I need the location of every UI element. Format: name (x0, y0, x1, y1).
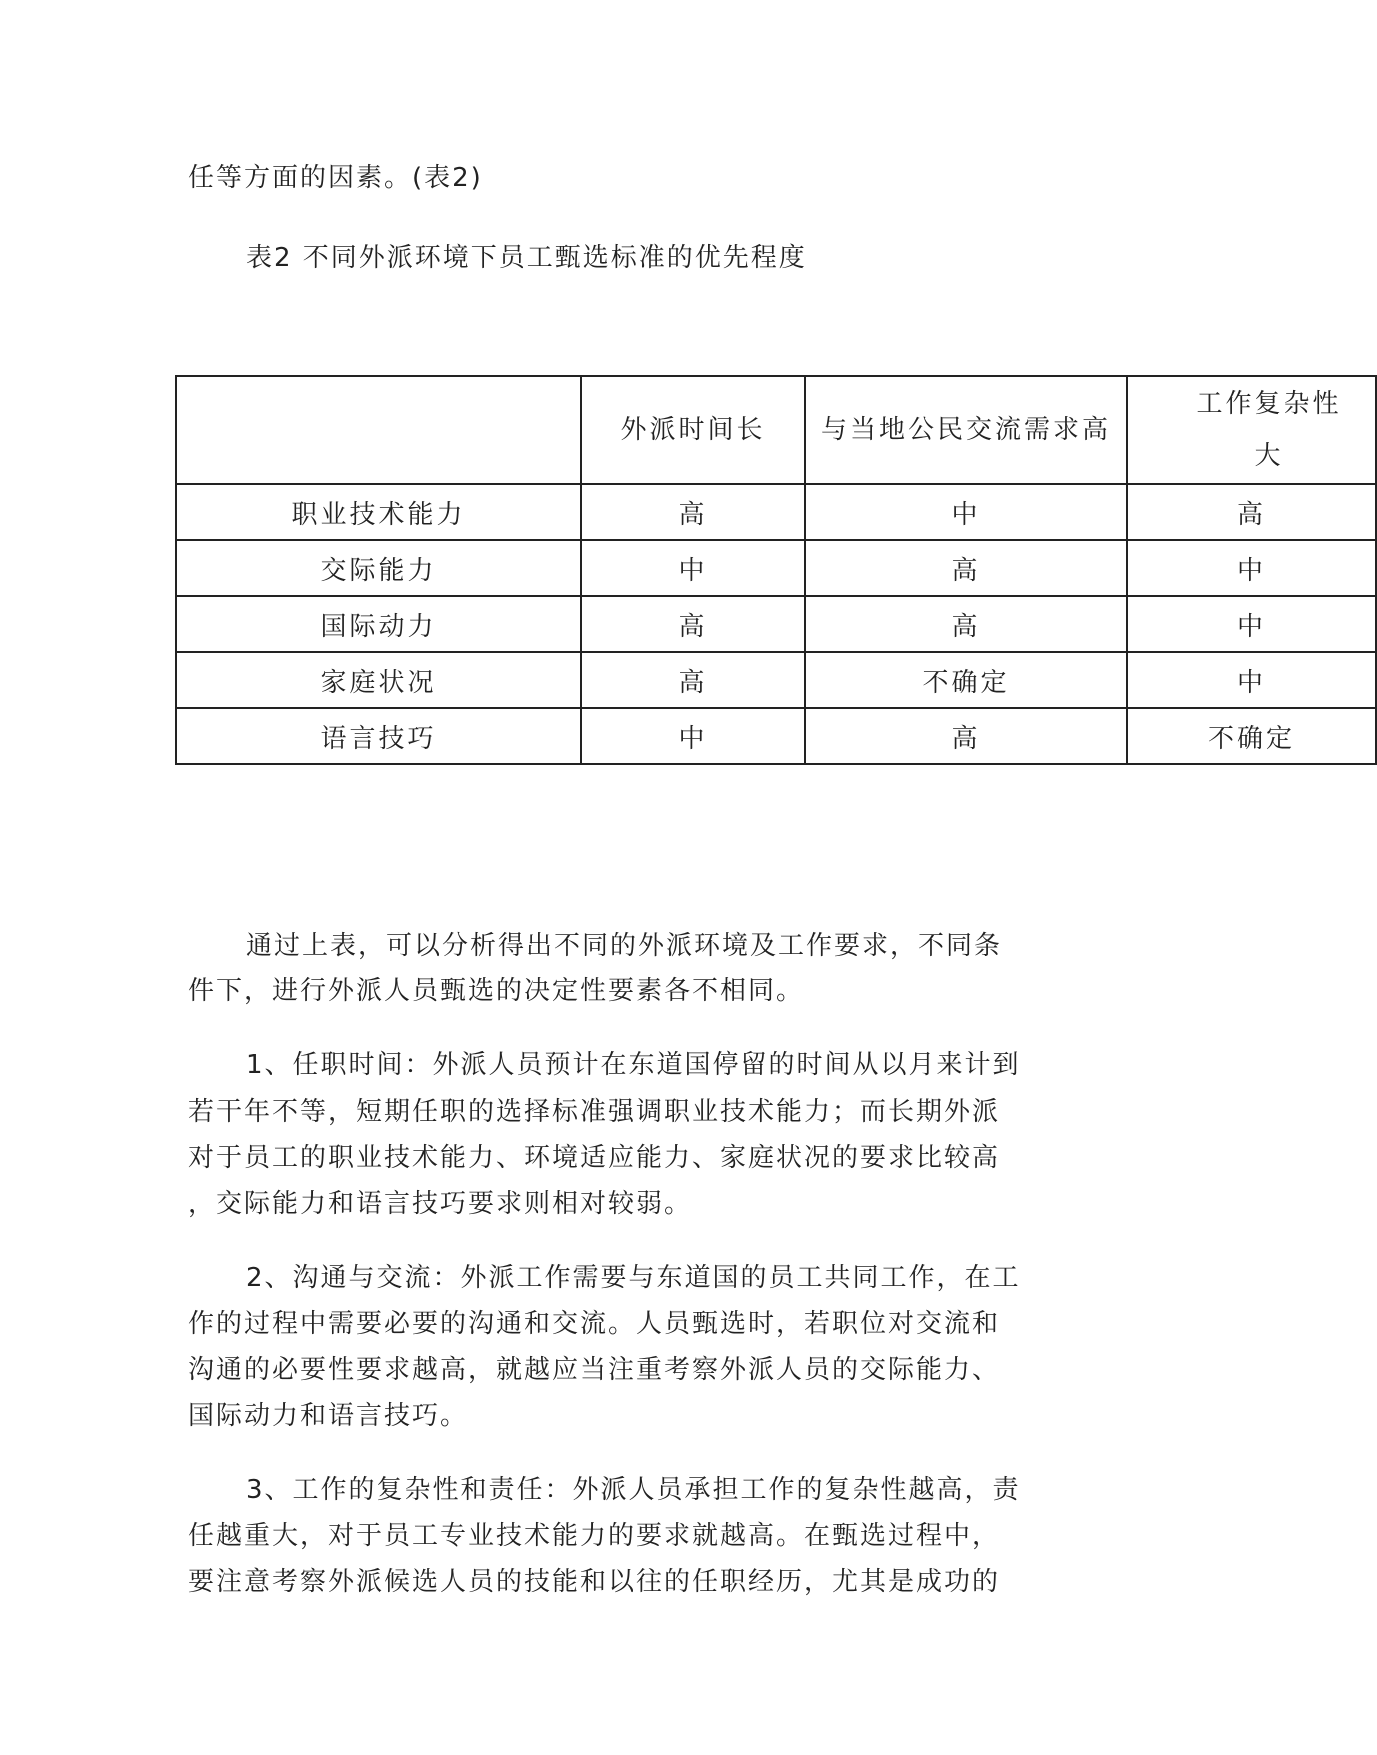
paragraph-line: 国际动力和语言技巧。 (188, 1401, 469, 1431)
paragraph-line: 作的过程中需要必要的沟通和交流。人员甄选时，若职位对交流和 (188, 1309, 1001, 1339)
paragraph-line: 通过上表，可以分析得出不同的外派环境及工作要求，不同条 (246, 931, 1003, 961)
table-header-cell: 与当地公民交流需求高 (805, 376, 1127, 484)
priority-table (175, 375, 1377, 765)
table-wrapper (175, 375, 1342, 765)
table-row-label: 职业技术能力 (176, 484, 581, 540)
table-cell: 中 (1127, 652, 1376, 708)
table-cell: 中 (805, 484, 1127, 540)
table-row (176, 708, 1376, 764)
table-row (176, 652, 1376, 708)
table-cell: 高 (581, 596, 805, 652)
table-row-label: 交际能力 (176, 540, 581, 596)
paragraph-line: ，交际能力和语言技巧要求则相对较弱。 (188, 1189, 693, 1219)
paragraph-line: 要注意考察外派候选人员的技能和以往的任职经历，尤其是成功的 (188, 1567, 1001, 1597)
table-cell: 不确定 (1127, 708, 1376, 764)
table-header-row (176, 376, 1376, 484)
table-cell: 中 (581, 708, 805, 764)
table-cell: 高 (805, 596, 1127, 652)
table-row-label: 国际动力 (176, 596, 581, 652)
table-cell: 高 (805, 708, 1127, 764)
table-cell: 高 (805, 540, 1127, 596)
paragraph-line: 件下，进行外派人员甄选的决定性要素各不相同。 (188, 976, 805, 1006)
table-cell: 高 (581, 484, 805, 540)
paragraph-line: 任越重大，对于员工专业技术能力的要求就越高。在甄选过程中， (188, 1521, 1001, 1551)
table-cell: 中 (1127, 540, 1376, 596)
table-cell: 中 (1127, 596, 1376, 652)
table-cell: 中 (581, 540, 805, 596)
table-header-cell: 工作复杂性大 (1127, 376, 1376, 484)
table-header-cell (176, 376, 581, 484)
paragraph-line: 若干年不等，短期任职的选择标准强调职业技术能力；而长期外派 (188, 1097, 1001, 1127)
table-row (176, 540, 1376, 596)
table-cell: 不确定 (805, 652, 1127, 708)
table-cell: 高 (1127, 484, 1376, 540)
paragraph-line: 沟通的必要性要求越高，就越应当注重考察外派人员的交际能力、 (188, 1355, 1001, 1385)
table-caption: 表2 不同外派环境下员工甄选标准的优先程度 (246, 243, 807, 273)
paragraph-line: 2、沟通与交流：外派工作需要与东道国的员工共同工作，在工 (246, 1263, 1021, 1293)
intro-line: 任等方面的因素。(表2) (188, 163, 483, 193)
table-row-label: 语言技巧 (176, 708, 581, 764)
table-cell: 高 (581, 652, 805, 708)
table-row-label: 家庭状况 (176, 652, 581, 708)
table-row (176, 484, 1376, 540)
table-header-cell: 外派时间长 (581, 376, 805, 484)
paragraph-line: 3、工作的复杂性和责任：外派人员承担工作的复杂性越高，责 (246, 1475, 1021, 1505)
paragraph-line: 对于员工的职业技术能力、环境适应能力、家庭状况的要求比较高 (188, 1143, 1001, 1173)
paragraph-line: 1、任职时间：外派人员预计在东道国停留的时间从以月来计到 (246, 1050, 1021, 1080)
table-row (176, 596, 1376, 652)
